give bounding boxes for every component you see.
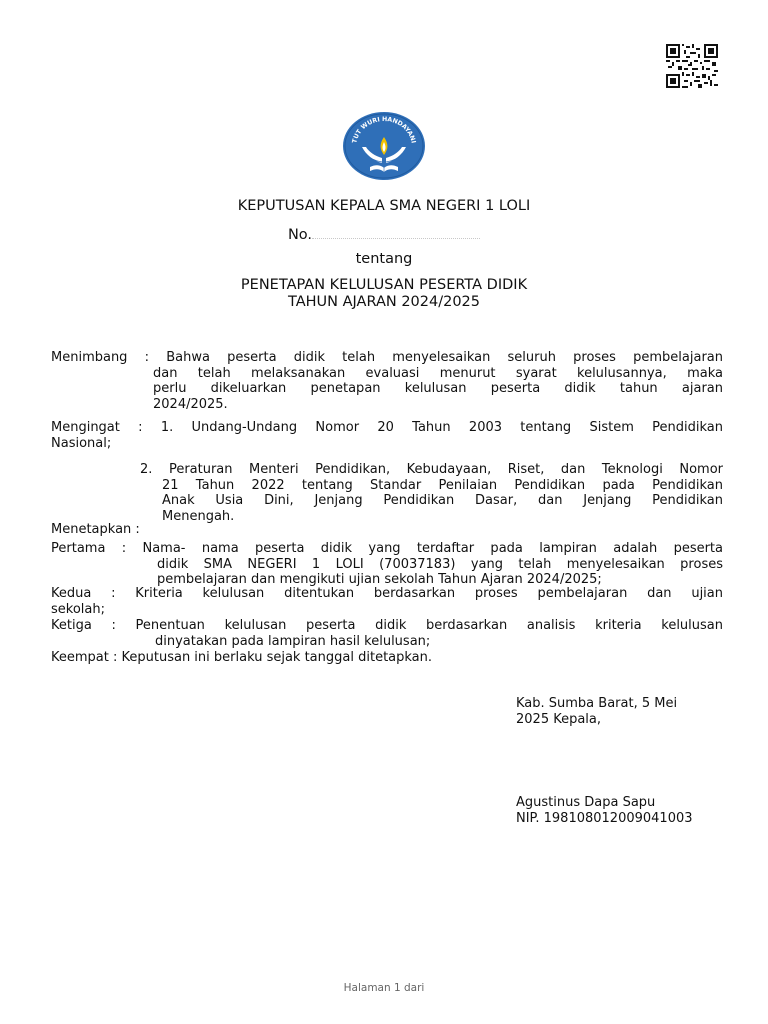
mengingat-item-2-line-1: 2. Peraturan Menteri Pendidikan, Kebudayaan, Riset, dan Teknologi Nomor bbox=[140, 462, 723, 477]
decree-title: KEPUTUSAN KEPALA SMA NEGERI 1 LOLI bbox=[237, 198, 531, 214]
ketiga-line-2: dinyatakan pada lampiran hasil kelulusan; bbox=[155, 633, 431, 649]
menimbang-line-2: dan telah melaksanakan evaluasi menurut syarat kelulusannya, maka bbox=[153, 365, 723, 381]
clause-kedua bbox=[51, 586, 723, 617]
signatory-nip: NIP. 198108012009041003 bbox=[516, 811, 693, 826]
menimbang-line-3: perlu dikeluarkan penetapan kelulusan peserta didik tahun ajaran bbox=[153, 381, 723, 396]
menimbang-text-1: Bahwa peserta didik telah menyelesaikan seluruh proses pembelajaran bbox=[166, 350, 723, 365]
menimbang-line-4: 2024/2025. bbox=[153, 396, 228, 412]
signature-place-line-2: 2025 Kepala, bbox=[516, 712, 602, 727]
menimbang-label: Menimbang : bbox=[51, 350, 150, 365]
decree-number-prefix: No. bbox=[287, 227, 313, 243]
kedua-line-2: sekolah; bbox=[51, 601, 105, 617]
mengingat-item-2-line-4: Menengah. bbox=[162, 508, 235, 524]
menetapkan-label: Menetapkan : bbox=[51, 522, 140, 537]
decree-subtitle bbox=[0, 277, 768, 311]
mengingat-item-2-line-2: 21 Tahun 2022 tentang Standar Penilaian Pendidikan pada Pendidikan bbox=[162, 477, 723, 493]
decree-number-blank bbox=[312, 225, 480, 239]
page-footer: Halaman 1 dari bbox=[343, 982, 425, 994]
tut-wuri-handayani-logo bbox=[342, 111, 426, 181]
menimbang-line-1 bbox=[51, 350, 723, 366]
signature-block bbox=[516, 795, 726, 827]
qr-code bbox=[666, 44, 718, 88]
signatory-name: Agustinus Dapa Sapu bbox=[516, 795, 656, 810]
pertama-line-2: didik SMA NEGERI 1 LOLI (70037183) yang telah menyelesaikan proses bbox=[157, 556, 723, 572]
menimbang-section bbox=[51, 350, 723, 412]
subtitle-line-1: PENETAPAN KELULUSAN PESERTA DIDIK bbox=[240, 277, 528, 293]
tentang-label: tentang bbox=[355, 251, 413, 267]
mengingat-line-2: Nasional; bbox=[51, 435, 112, 451]
mengingat-section bbox=[51, 420, 723, 524]
kedua-line-1: Kedua : Kriteria kelulusan ditentukan berdasarkan proses pembelajaran dan ujian bbox=[51, 586, 723, 601]
subtitle-line-2: TAHUN AJARAN 2024/2025 bbox=[287, 294, 481, 310]
pertama-line-3: pembelajaran dan mengikuti ujian sekolah Tahun Ajaran 2024/2025; bbox=[157, 572, 602, 587]
clause-pertama bbox=[51, 541, 723, 588]
clause-keempat bbox=[51, 650, 723, 666]
mengingat-item-2-line-3: Anak Usia Dini, Jenjang Pendidikan Dasar, dan Jenjang Pendidikan bbox=[162, 493, 723, 508]
keempat-line-1: Keempat : Keputusan ini berlaku sejak tanggal ditetapkan. bbox=[51, 650, 433, 665]
pertama-line-1: Pertama : Nama- nama peserta didik yang terdaftar pada lampiran adalah peserta bbox=[51, 541, 723, 556]
decree-number bbox=[0, 225, 768, 244]
signature-place-line-1: Kab. Sumba Barat, 5 Mei bbox=[516, 696, 678, 711]
mengingat-line-1: Mengingat : 1. Undang-Undang Nomor 20 Tahun 2003 tentang Sistem Pendidikan bbox=[51, 420, 723, 435]
ketiga-line-1: Ketiga : Penentuan kelulusan peserta didik berdasarkan analisis kriteria kelulusan bbox=[51, 618, 723, 633]
logo-motto: TUT WURI HANDAYANI bbox=[351, 115, 417, 144]
signature-place-date bbox=[516, 696, 726, 728]
clause-ketiga bbox=[51, 618, 723, 649]
